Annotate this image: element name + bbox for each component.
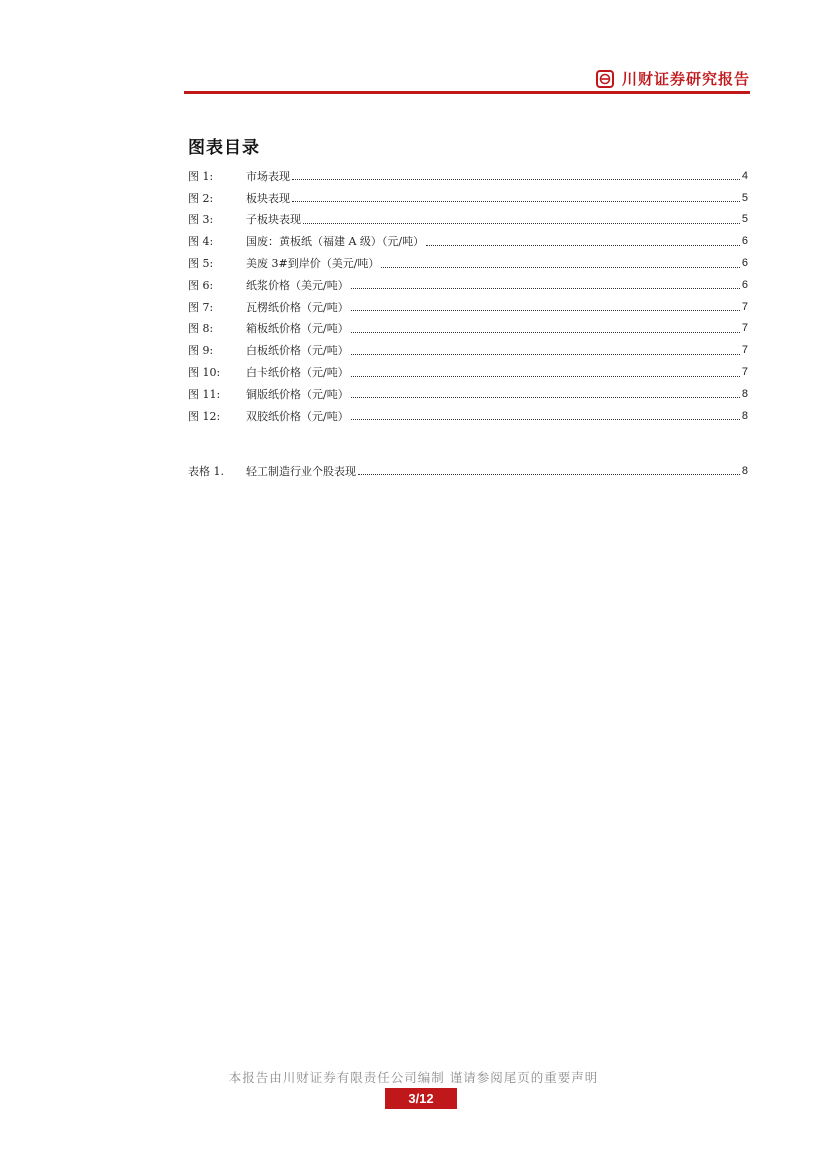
page-number: 3/12	[385, 1088, 457, 1109]
dot-leader	[292, 179, 740, 180]
toc-entry[interactable]	[188, 405, 748, 427]
brand-name: 川财证券研究报告	[621, 70, 750, 88]
toc-entry[interactable]	[188, 252, 748, 274]
toc-entry-label: 表格 1.	[188, 464, 224, 478]
toc-entry[interactable]	[188, 383, 748, 405]
dot-leader	[351, 376, 740, 377]
toc-entry[interactable]	[188, 187, 748, 209]
toc-entry-title: 板块表现	[246, 191, 290, 205]
toc-entry-label: 图 2:	[188, 191, 214, 205]
toc-entry-label: 图 1:	[188, 169, 214, 183]
dot-leader	[351, 419, 740, 420]
toc-entry-page: 5	[741, 213, 748, 226]
page-header	[184, 64, 750, 94]
toc-entry-page: 6	[741, 235, 748, 248]
toc-title: 图表目录	[188, 138, 260, 158]
toc-entry-label: 图 10:	[188, 366, 221, 380]
toc-entry[interactable]	[188, 296, 748, 318]
toc-entry-page: 7	[741, 322, 748, 335]
toc-entry-page: 7	[741, 366, 748, 379]
dot-leader	[358, 474, 740, 475]
toc-entry-label: 图 11:	[188, 387, 221, 401]
toc-entry-title: 市场表现	[246, 169, 290, 183]
toc-entry-page: 8	[741, 409, 748, 422]
toc-entry-page: 8	[741, 464, 748, 477]
toc-entry-title: 国废：黄板纸（福建 A 级）（元/吨）	[246, 235, 425, 249]
dot-leader	[426, 245, 740, 246]
dot-leader	[351, 397, 740, 398]
toc-entry-title: 铜版纸价格（元/吨）	[246, 387, 349, 401]
toc-entry-title: 美废 3#到岸价（美元/吨）	[246, 257, 380, 271]
toc-entry[interactable]	[188, 274, 748, 296]
toc-entry-page: 5	[741, 191, 748, 204]
toc-entry-page: 6	[741, 257, 748, 270]
toc-entry[interactable]	[188, 165, 748, 187]
dot-leader	[351, 310, 740, 311]
toc-entry-title: 瓦楞纸价格（元/吨）	[246, 300, 349, 314]
toc-entry-label: 图 8:	[188, 322, 214, 336]
cczq-logo-icon	[596, 70, 614, 88]
toc-entry-label: 图 9:	[188, 344, 214, 358]
header-rule	[184, 91, 750, 94]
toc-entry-page: 6	[741, 278, 748, 291]
toc-entry[interactable]	[188, 209, 748, 231]
toc-entry[interactable]	[188, 230, 748, 252]
toc-entry-page: 8	[741, 387, 748, 400]
toc-entry-label: 图 7:	[188, 300, 214, 314]
toc-entry-label: 图 5:	[188, 257, 214, 271]
toc-entry-title: 子板块表现	[246, 213, 301, 227]
toc-entry-page: 4	[741, 169, 748, 182]
toc-entry-label: 图 4:	[188, 235, 214, 249]
toc-entry-title: 纸浆价格（美元/吨）	[246, 278, 349, 292]
toc-entry-title: 白板纸价格（元/吨）	[246, 344, 349, 358]
table-list	[188, 460, 748, 482]
toc-entry[interactable]	[188, 339, 748, 361]
toc-entry-title: 箱板纸价格（元/吨）	[246, 322, 349, 336]
toc-entry-label: 图 3:	[188, 213, 214, 227]
toc-entry-title: 白卡纸价格（元/吨）	[246, 366, 349, 380]
dot-leader	[292, 201, 740, 202]
dot-leader	[351, 288, 740, 289]
disclaimer-note: 本报告由川财证券有限责任公司编制 谨请参阅尾页的重要声明	[228, 1070, 599, 1085]
toc-entry-label: 图 12:	[188, 409, 221, 423]
toc-entry-title: 轻工制造行业个股表现	[246, 464, 356, 478]
toc-entry-page: 7	[741, 300, 748, 313]
figure-list	[188, 165, 748, 427]
toc-entry[interactable]	[188, 460, 748, 482]
dot-leader	[351, 354, 740, 355]
dot-leader	[351, 332, 740, 333]
toc-entry[interactable]	[188, 318, 748, 340]
dot-leader	[303, 223, 740, 224]
toc-entry[interactable]	[188, 361, 748, 383]
dot-leader	[381, 267, 739, 268]
toc-entry-label: 图 6:	[188, 278, 214, 292]
brand	[596, 68, 750, 89]
toc-entry-title: 双胶纸价格（元/吨）	[246, 409, 349, 423]
toc-entry-page: 7	[741, 344, 748, 357]
